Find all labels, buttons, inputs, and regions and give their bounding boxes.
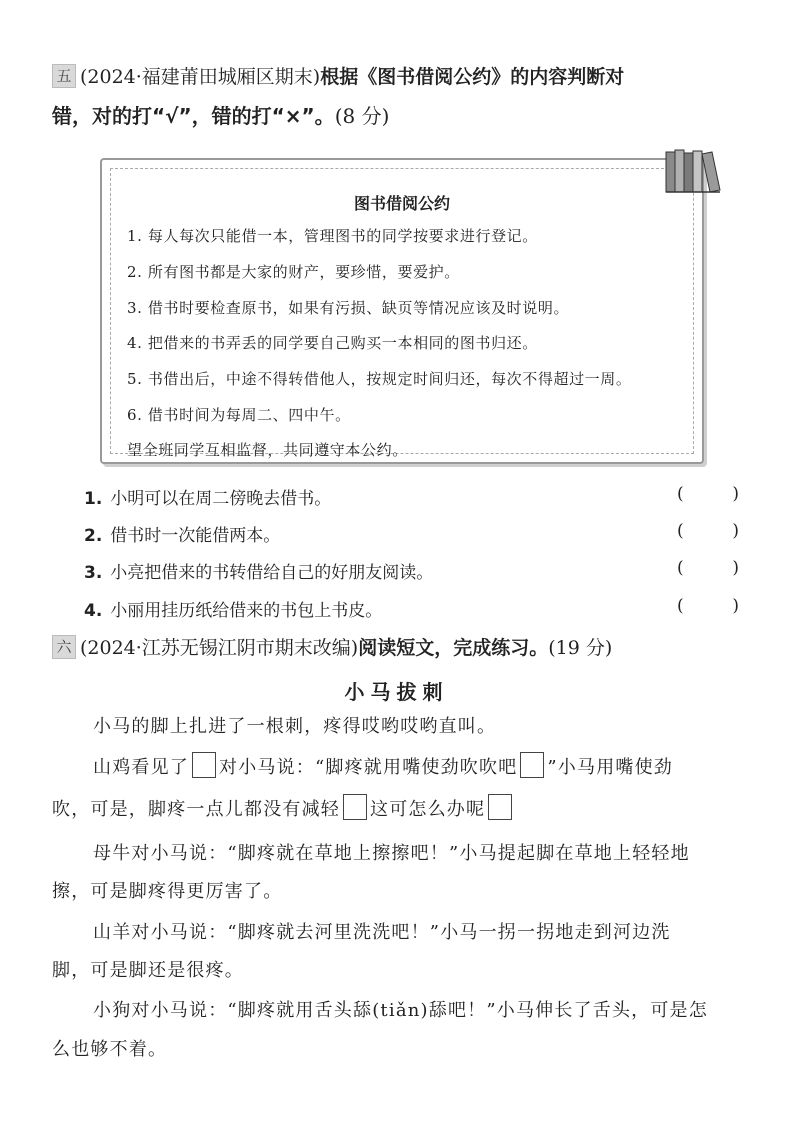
question-number: 4. [84, 601, 103, 621]
story-paragraph-4-line1: 山羊对小马说：“脚疼就去河里洗洗吧！”小马一拐一拐地走到河边洗 [93, 922, 671, 943]
story-text: 这可怎么办呢 [370, 799, 486, 820]
section-6-source: (2024·江苏无锡江阴市期末改编) [80, 637, 359, 659]
story-title: 小马拔刺 [344, 680, 449, 704]
punctuation-blank-2[interactable] [520, 752, 544, 778]
rules-inner-border [110, 168, 694, 459]
rule-closing: 望全班同学互相监督，共同遵守本公约。 [127, 441, 408, 459]
rule-item: 6. 借书时间为每周二、四中午。 [127, 406, 351, 424]
section-5-header-line2 [52, 100, 389, 129]
paren-close: ) [732, 558, 739, 578]
section-5-source: (2024·福建莆田城厢区期末) [80, 66, 321, 88]
story-paragraph-5-line1: 小狗对小马说：“脚疼就用舌头舔(tiǎn)舔吧！”小马伸长了舌头，可是怎 [93, 1000, 708, 1021]
rules-box [100, 158, 704, 464]
story-text: 吹，可是，脚疼一点儿都没有减轻 [52, 799, 340, 820]
question-4 [84, 596, 382, 621]
section-5-badge: 五 [52, 64, 76, 88]
story-text: 山鸡看见了 [93, 757, 189, 778]
paren-open: ( [677, 596, 684, 616]
section-6-header [52, 633, 612, 663]
section-6-badge: 六 [52, 635, 76, 659]
question-text: 小明可以在周二傍晚去借书。 [110, 489, 332, 509]
rule-item: 1. 每人每次只能借一本，管理图书的同学按要求进行登记。 [127, 227, 538, 245]
question-text: 小亮把借来的书转借给自己的好朋友阅读。 [110, 563, 434, 583]
question-number: 2. [84, 526, 103, 546]
paren-open: ( [677, 521, 684, 541]
paren-close: ) [732, 521, 739, 541]
books-icon [664, 146, 722, 196]
answer-blank-3[interactable] [677, 558, 739, 578]
story-paragraph-3-line2: 擦，可是脚疼得更厉害了。 [52, 881, 283, 902]
answer-blank-2[interactable] [677, 521, 739, 541]
story-paragraph-4-line2: 脚，可是脚还是很疼。 [52, 960, 244, 981]
question-3 [84, 558, 433, 583]
question-1 [84, 484, 331, 509]
paren-open: ( [677, 558, 684, 578]
rule-item: 4. 把借来的书弄丢的同学要自己购买一本相同的图书归还。 [127, 334, 538, 352]
story-paragraph-2-line1 [93, 752, 673, 779]
question-number: 3. [84, 563, 103, 583]
question-text: 借书时一次能借两本。 [110, 526, 281, 546]
section-6-score: (19 分) [548, 637, 613, 659]
question-2 [84, 521, 280, 546]
rule-item: 5. 书借出后，中途不得转借他人，按规定时间归还，每次不得超过一周。 [127, 370, 632, 388]
question-text: 小丽用挂历纸给借来的书包上书皮。 [110, 601, 383, 621]
punctuation-blank-4[interactable] [488, 794, 512, 820]
section-6-instruction: 阅读短文，完成练习。 [358, 637, 549, 659]
story-paragraph-3-line1: 母牛对小马说：“脚疼就在草地上擦擦吧！”小马提起脚在草地上轻轻地 [93, 843, 690, 864]
story-text: ”小马用嘴使劲 [547, 757, 674, 778]
rules-title: 图书借阅公约 [353, 194, 450, 213]
punctuation-blank-3[interactable] [343, 794, 367, 820]
answer-blank-4[interactable] [677, 596, 739, 616]
punctuation-blank-1[interactable] [192, 752, 216, 778]
story-paragraph-2-line2 [52, 794, 515, 821]
paren-open: ( [677, 484, 684, 504]
rule-item: 2. 所有图书都是大家的财产，要珍惜，要爱护。 [127, 263, 460, 281]
section-5-header [52, 62, 624, 92]
section-5-score: (8 分) [334, 104, 390, 128]
section-5-instruction-a: 根据《图书借阅公约》的内容判断对 [320, 66, 625, 88]
story-text: 对小马说：“脚疼就用嘴使劲吹吹吧 [219, 757, 518, 778]
answer-blank-1[interactable] [677, 484, 739, 504]
question-number: 1. [84, 489, 103, 509]
section-5-instruction-b: 错，对的打“√”，错的打“×”。 [52, 104, 335, 128]
paren-close: ) [732, 596, 739, 616]
rule-item: 3. 借书时要检查原书，如果有污损、缺页等情况应该及时说明。 [127, 299, 570, 317]
paren-close: ) [732, 484, 739, 504]
story-paragraph-1: 小马的脚上扎进了一根刺，疼得哎哟哎哟直叫。 [93, 716, 497, 737]
story-paragraph-5-line2: 么也够不着。 [52, 1039, 168, 1060]
